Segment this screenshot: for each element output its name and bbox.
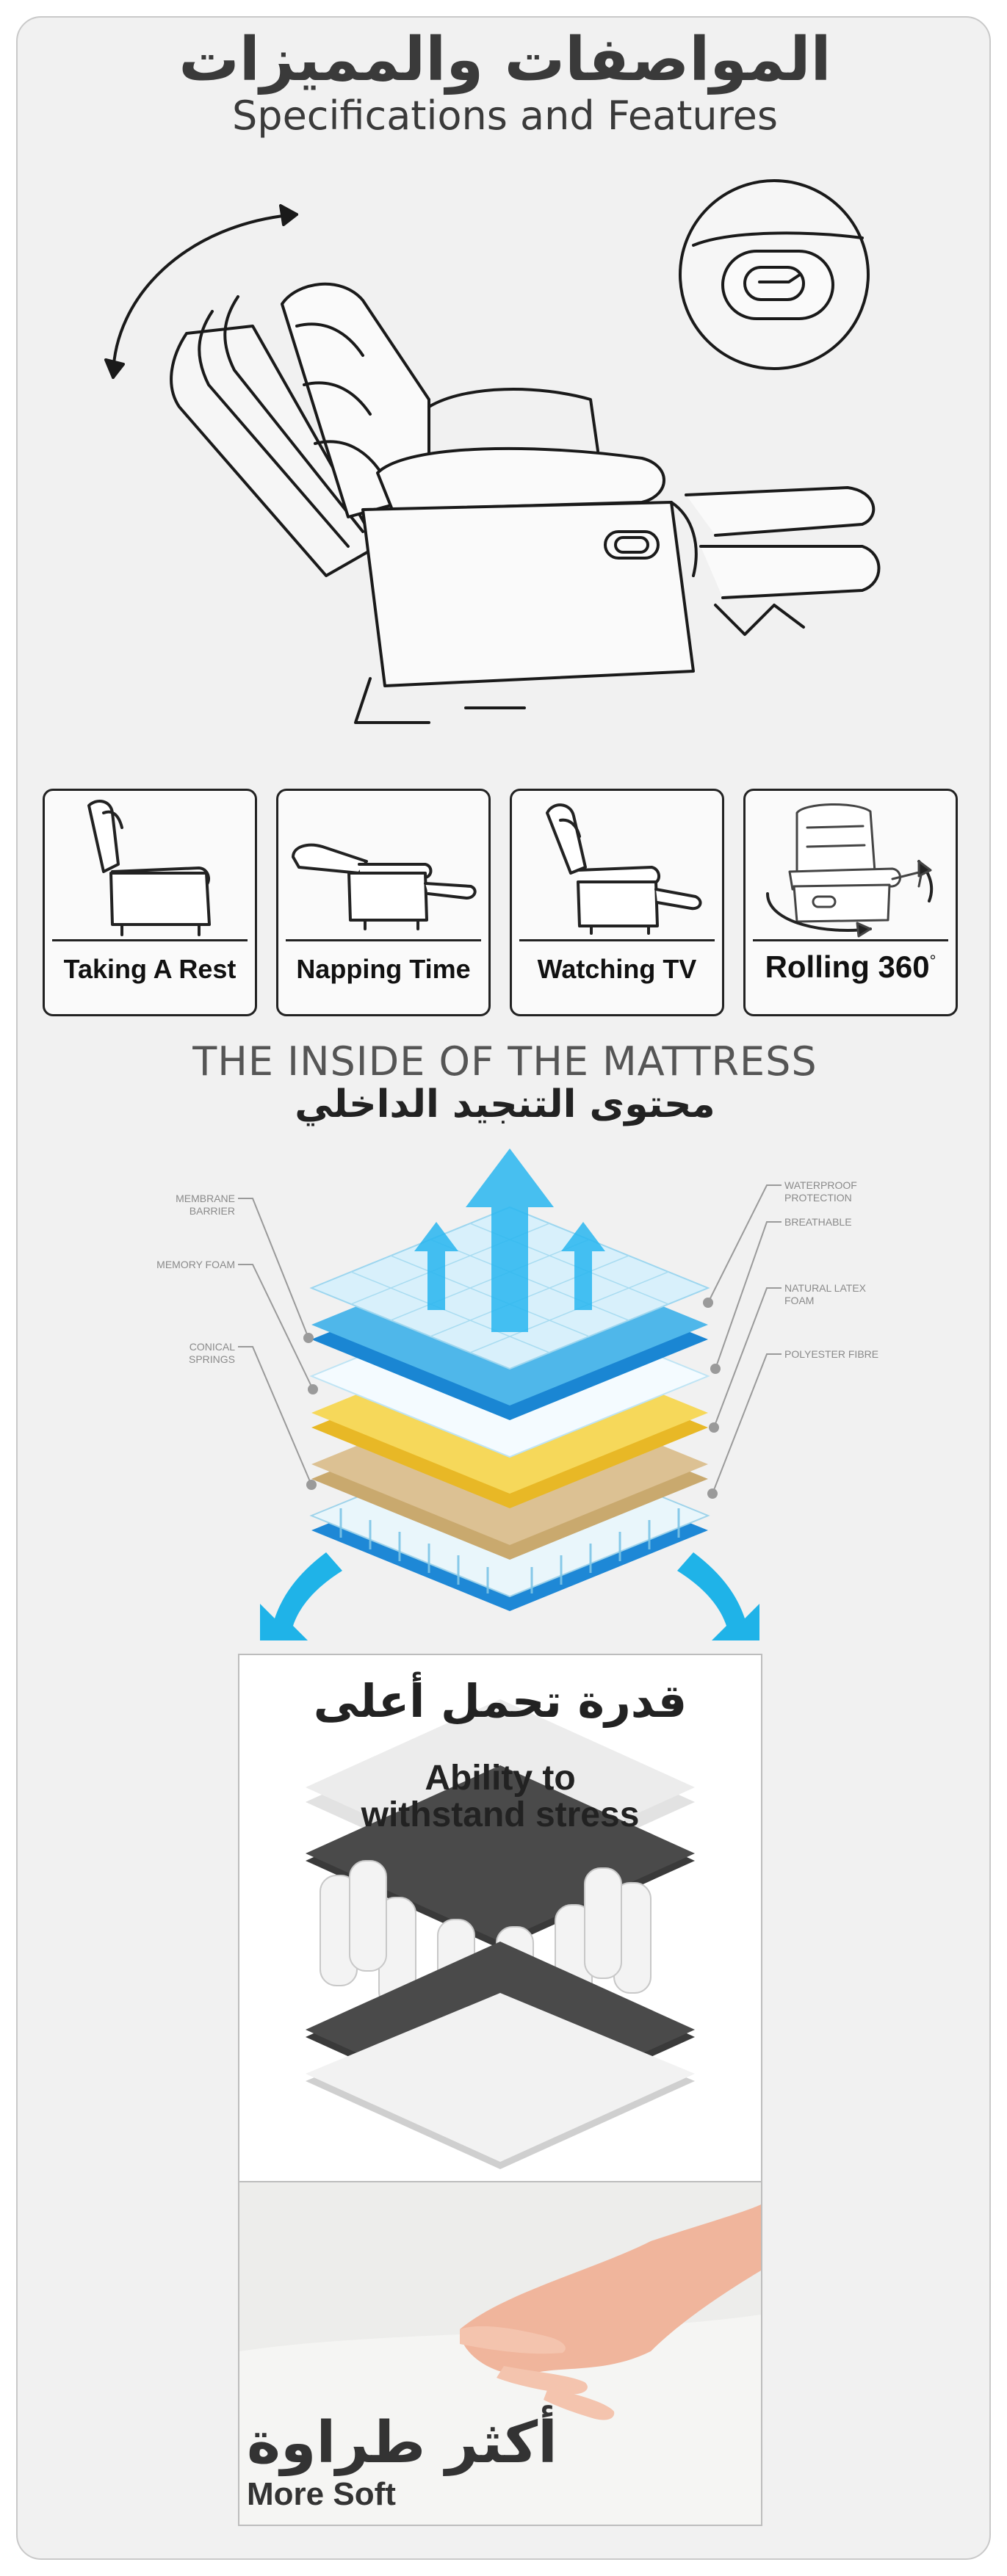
label-waterproof-protection: WATERPROOF PROTECTION [784, 1179, 857, 1204]
title-english: Specifications and Features [232, 93, 778, 139]
stress-line-1: Ability to [425, 1759, 576, 1798]
feature-label: Watching TV [537, 954, 697, 984]
soft-panel [238, 2181, 762, 2526]
recliner-rotate-icon [746, 791, 956, 938]
recliner-footrest-icon [512, 791, 722, 938]
mattress-title-english: THE INSIDE OF THE MATTRESS [192, 1038, 817, 1085]
soft-title-english: More Soft [247, 2476, 396, 2512]
feature-label: Rolling 360° [765, 949, 936, 984]
feature-watching-tv [510, 789, 724, 1016]
feature-taking-a-rest [43, 789, 257, 1016]
recliner-flat-icon [278, 791, 488, 938]
label-breathable: BREATHABLE [784, 1216, 852, 1228]
stress-title-arabic: قدرة تحمل أعلى [313, 1674, 687, 1728]
label-polyester-fibre: POLYESTER FIBRE [784, 1348, 879, 1360]
stress-panel [238, 1654, 762, 2182]
stress-line-2: withstand stress [361, 1795, 640, 1834]
recliner-upright-icon [45, 791, 255, 938]
label-memory-foam: MEMORY FOAM [156, 1259, 235, 1270]
label-natural-latex-foam: NATURAL LATEX FOAM [784, 1282, 866, 1306]
mattress-layers-diagram [150, 1141, 870, 1640]
label-conical-springs: CONICAL SPRINGS [188, 1341, 235, 1365]
feature-label: Napping Time [296, 954, 471, 984]
mattress-title-arabic: محتوى التنجيد الداخلي [295, 1082, 715, 1126]
label-membrane-barrier: MEMBRANE BARRIER [176, 1193, 235, 1217]
recliner-illustration [84, 164, 914, 737]
soft-title-arabic: أكثر طراوة [247, 2410, 557, 2476]
feature-napping-time [276, 789, 491, 1016]
spring-layers-image [239, 1655, 761, 2182]
feature-rolling-360 [743, 789, 958, 1016]
feature-label: Taking A Rest [63, 954, 237, 984]
title-arabic: المواصفات والمميزات [178, 25, 831, 95]
spec-card [16, 16, 991, 2560]
